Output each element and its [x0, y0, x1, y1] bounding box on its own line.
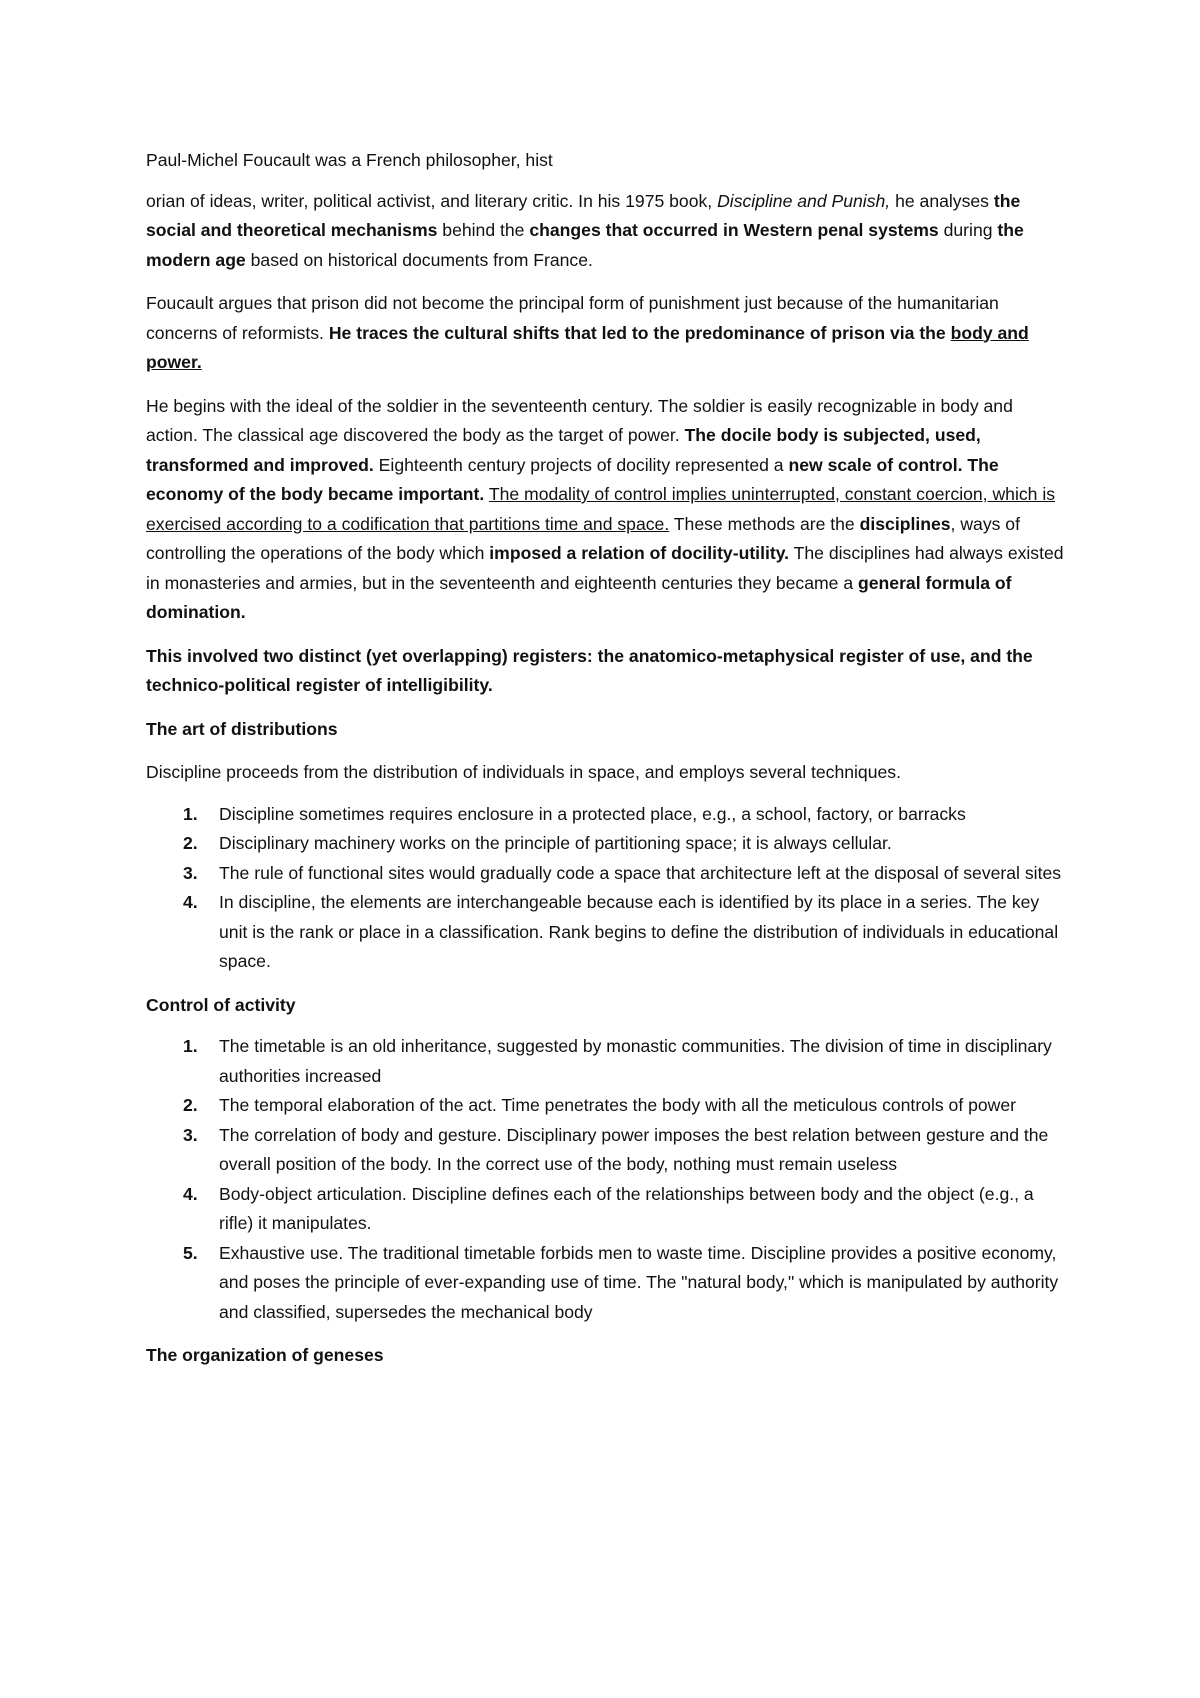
- list-item-text: The timetable is an old inheritance, suggested by monastic communities. The division of time in disciplinary authorities increased: [219, 1036, 1052, 1086]
- list-item-text: Discipline sometimes requires enclosure in a protected place, e.g., a school, factory, or barracks: [219, 803, 966, 824]
- list-item-text: In discipline, the elements are interchangeable because each is identified by its place in a series. The key unit is the rank or place in a classification. Rank begins to define the distribution of individuals in educational space.: [219, 892, 1059, 971]
- p3-underline-1: The modality of control implies uninterrupted, constant coercion, which is exercised according to a codification that partitions time and space.: [146, 484, 1056, 534]
- paragraph-3: [146, 392, 1066, 628]
- intro-line: Paul-Michel Foucault was a French philosopher, hist: [146, 150, 553, 170]
- list-item: [146, 829, 1066, 859]
- list-number: 4.: [183, 892, 198, 912]
- book-title: Discipline and Punish,: [717, 190, 891, 211]
- p2-bold-1: He traces the cultural shifts that led to the predominance of prison via the: [328, 322, 951, 343]
- list-number: 3.: [183, 862, 198, 883]
- p1-bold-1: the social and theoretical mechanisms: [146, 190, 1021, 240]
- section-heading-distributions: The art of distributions: [146, 718, 338, 739]
- list-item: [146, 859, 1066, 889]
- p3-text-2: Eighteenth century projects of docility represented a: [373, 454, 789, 475]
- list-number: 1.: [183, 803, 198, 824]
- p1-bold-2: changes that occurred in Western penal systems: [529, 220, 939, 240]
- list-item-text: The temporal elaboration of the act. Time penetrates the body with all the meticulous controls of power: [219, 1095, 1017, 1115]
- list-number: 1.: [183, 1036, 198, 1056]
- paragraph-2: [146, 289, 1066, 378]
- p1-text-3: behind the: [437, 220, 530, 240]
- list-item-text: Body-object articulation. Discipline defines each of the relationships between body and the object (e.g., a rifle) it manipulates.: [219, 1183, 1034, 1233]
- list-item-text: Exhaustive use. The traditional timetable forbids men to waste time. Discipline provides a positive economy, and poses the principle of ever-expanding use of time. The "natural body," which is manipulated by authority and classified, supersedes the mechanical body: [219, 1242, 1059, 1322]
- p1-text-5: based on historical documents from France.: [245, 249, 593, 270]
- p3-bold-1: The docile body is subjected, used, transformed and improved.: [146, 425, 981, 475]
- p1-text-4: during: [938, 220, 998, 240]
- section-heading-control-of-activity: Control of activity: [146, 994, 296, 1015]
- p3-text-5: , ways of controlling the operations of the body which: [146, 513, 1020, 563]
- document-page: [146, 146, 1066, 1385]
- list-item: [146, 1180, 1066, 1239]
- p3-bold-2: new scale of control. The economy of the body became important.: [146, 454, 999, 504]
- p1-text-2: he analyses: [890, 190, 994, 211]
- list-item-text: The correlation of body and gesture. Disciplinary power imposes the best relation between gesture and the overall position of the body. In the correct use of the body, nothing must remain useless: [219, 1124, 1049, 1174]
- list-item: [146, 888, 1066, 977]
- p1-bold-3: the modern age: [146, 220, 1024, 270]
- list-number: 2.: [183, 1095, 198, 1115]
- paragraph-4: [146, 642, 1066, 701]
- p3-bold-5: general formula of domination.: [146, 572, 1012, 622]
- paragraph-1: [146, 187, 1066, 276]
- list-item-text: The rule of functional sites would gradually code a space that architecture left at the disposal of several sites: [219, 862, 1062, 883]
- p3-bold-4: imposed a relation of docility-utility.: [489, 543, 790, 563]
- p4-bold: This involved two distinct (yet overlapping) registers: the anatomico-metaphysical register of use, and the technico-political register of intelligibility.: [146, 645, 1033, 695]
- section-intro-distributions: Discipline proceeds from the distribution of individuals in space, and employs several techniques.: [146, 762, 901, 782]
- list-number: 2.: [183, 833, 198, 853]
- p1-text-1: orian of ideas, writer, political activist, and literary critic. In his 1975 book,: [146, 190, 718, 211]
- p2-text-1: Foucault argues that prison did not become the principal form of punishment just because of the humanitarian concerns of reformists.: [146, 293, 999, 343]
- p3-text-4: These methods are the: [669, 513, 860, 534]
- list-number: 4.: [183, 1183, 198, 1204]
- list-item-text: Disciplinary machinery works on the principle of partitioning space; it is always cellular.: [219, 833, 892, 853]
- p3-bold-3: disciplines: [859, 513, 951, 534]
- list-item: [146, 1239, 1066, 1328]
- list-item: [146, 800, 1066, 830]
- list-distributions: [146, 800, 1066, 977]
- p3-text-1: He begins with the ideal of the soldier in the seventeenth century. The soldier is easily recognizable in body and action. The classical age discovered the body as the target of power.: [146, 395, 1013, 445]
- list-item: [146, 1032, 1066, 1091]
- list-control-of-activity: [146, 1032, 1066, 1327]
- p3-text-6: The disciplines had always existed in monasteries and armies, but in the seventeenth and eighteenth centuries they became a: [146, 543, 1064, 593]
- list-number: 5.: [183, 1242, 198, 1263]
- p2-bold-underline-1: body and power.: [146, 322, 1029, 372]
- list-number: 3.: [183, 1124, 198, 1145]
- list-item: [146, 1121, 1066, 1180]
- section-heading-geneses: The organization of geneses: [146, 1345, 384, 1365]
- list-item: [146, 1091, 1066, 1121]
